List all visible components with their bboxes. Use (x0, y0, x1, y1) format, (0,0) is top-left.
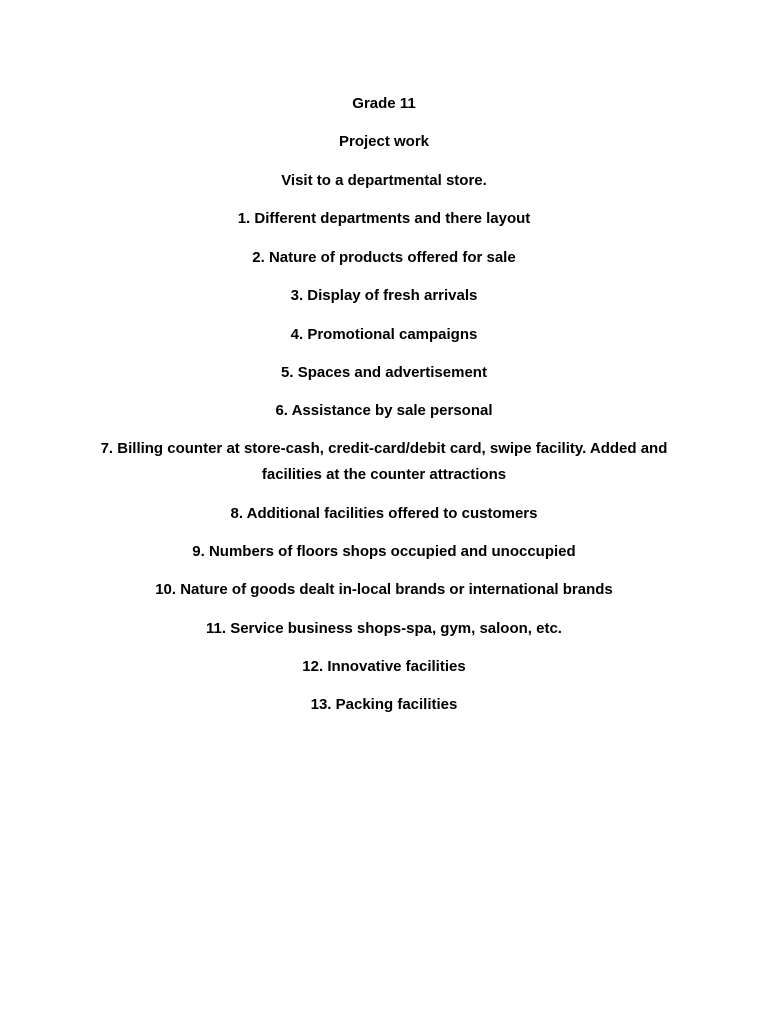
list-item: 11. Service business shops-spa, gym, saloon, etc. (206, 620, 562, 637)
grade-heading: Grade 11 (352, 95, 416, 112)
list-item: 3. Display of fresh arrivals (290, 287, 478, 304)
list-item: 4. Promotional campaigns (290, 326, 478, 343)
list-item: 1. Different departments and there layout (237, 210, 531, 227)
list-item: 9. Numbers of floors shops occupied and unoccupied (192, 543, 576, 560)
list-item: 6. Assistance by sale personal (275, 402, 493, 419)
list-item: 2. Nature of products offered for sale (252, 249, 516, 266)
list-item: 5. Spaces and advertisement (281, 364, 487, 381)
list-item: 7. Billing counter at store-cash, credit-card/debit card, swipe facility. Added and facilities at the counter attractions (100, 440, 668, 483)
list-item: 10. Nature of goods dealt in-local brands or international brands (155, 581, 613, 598)
topic-heading: Visit to a departmental store. (281, 172, 487, 189)
list-item: 12. Innovative facilities (302, 658, 466, 675)
list-item: 13. Packing facilities (310, 696, 458, 713)
list-item: 8. Additional facilities offered to customers (230, 505, 538, 522)
project-heading: Project work (338, 133, 430, 150)
